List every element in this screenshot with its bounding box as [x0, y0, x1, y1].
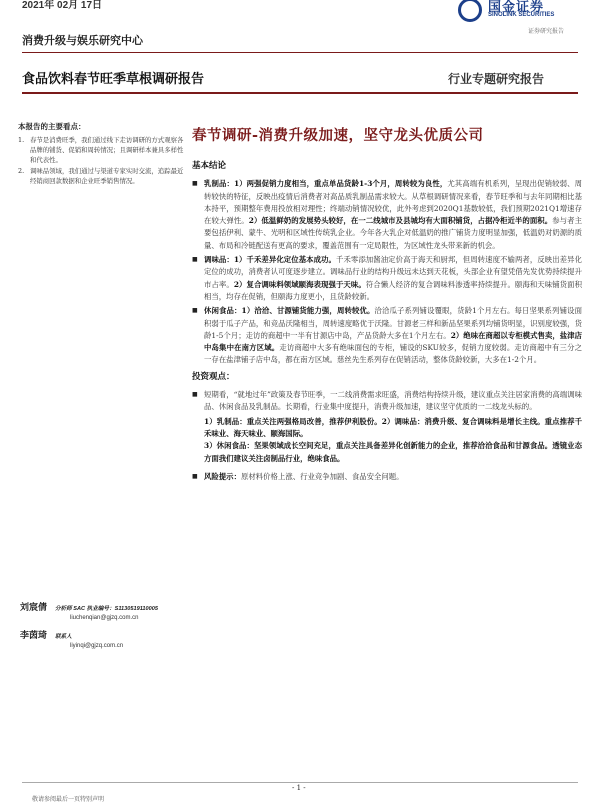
sidebar-item-number: 1. [18, 136, 25, 144]
bullet-lead: 乳制品：1）两强促销力度相当，重点单品货龄1-3个月，周转较为良性， [204, 179, 448, 189]
risk-item [192, 471, 582, 483]
bullet-lead: 休闲食品：1）洽洽、甘源铺货能力强，周转较优。 [204, 306, 375, 316]
sidebar-item-number: 2. [18, 167, 25, 175]
bullet-item [192, 305, 582, 366]
sidebar-heading: 本报告的主要看点： [18, 122, 86, 131]
bullet-lead: 调味品：1）千禾差异化定位基本成功。 [204, 255, 336, 265]
analyst-name: 刘宸倩 [20, 603, 48, 613]
bullet-item [192, 178, 582, 252]
bullet-lead: 2）低温鲜奶的发展势头较好，在一二线城市及县城均有大面积铺货，占据冷柜近半的面积。 [248, 216, 553, 226]
title-divider [22, 92, 578, 94]
sidebar-highlights [18, 122, 184, 187]
logo-subtitle: 证券研究报告 [528, 28, 565, 35]
investment-text: 短期看，“就地过年”政策及春节旺季，一二线消费需求旺盛，消费结构持续升级，建议重点关注居家消费的高端调味品、休闲食品及乳制品。长期看，行业集中度提升，消费升级加速，建议坚守优质的一二线龙头标的。 [204, 390, 582, 412]
bullet-text: 尤其高端有机系列，呈现出促销较弱、周转较快的特征，反映出疫情后消费者对高品质乳制品需求较大。从草根调研情况来看，春节旺季和与去年同期相比基本持平，预期整年费用投放相对理性；终端动销情况较优，此外考虑到2020Q1基数较低，我们预期2021Q1增速存在较大弹性。 [204, 179, 582, 226]
sidebar-item-text: 春节是消费旺季，我们通过线下走访调研的方式观察各品牌的铺货、促销和周转情况；且调研样本兼具多样性和代表性。 [30, 136, 184, 164]
analyst-certification: 分析师 SAC 执业编号：S1130519110005 [54, 606, 158, 612]
report-title: 食品饮料春节旺季草根调研报告 [22, 72, 205, 87]
sidebar-item-text: 调味品领域，我们通过与渠道专家实时交流，追踪最近经销商回款数据和企业旺季销售情况。 [30, 167, 184, 185]
bullet-lead: 2）复合调味料领域颐海表现强于天味。 [233, 279, 366, 289]
analyst-email[interactable]: liuchenqian@gjzq.com.cn [70, 615, 139, 621]
bullet-icon: ■ [192, 391, 198, 399]
pick-text: 透镜业态方面我们建议关注卤制品行业，绝味食品。 [204, 441, 582, 463]
risk-text: 原材料价格上涨、行业竞争加剧、食品安全问题。 [240, 471, 404, 481]
main-body [192, 160, 582, 485]
report-type: 行业专题研究报告 [448, 72, 545, 86]
analyst-role: 联系人 [54, 634, 72, 640]
main-title: 春节调研-消费升级加速，坚守龙头优质公司 [192, 127, 484, 144]
bullet-text: 千禾零添加酱油定价高于海天和厨邦，但周转速度不输两者，反映出差异化定位的成功，消费者认可度逐步建立。调味品行业的结构升级远未达到天花板，头部企业有望凭借先发优势持续提升市占率。 [204, 255, 582, 289]
analyst-block [20, 632, 190, 651]
report-date: 2021年 02月 17日 [22, 0, 103, 11]
analyst-block [20, 604, 190, 623]
bullet-text: 符合懒人经济的复合调味料渗透率持续提升。颐海和天味铺货面积相当，均存在促销，但颐海力度更小，且货龄较新。 [204, 279, 582, 301]
pick-text: 2）调味品：消费升级、复合调味料是增长主线。重点推荐千禾味业、海天味业、颐海国际。 [204, 416, 582, 438]
bullet-item [192, 389, 582, 414]
pick-text: 3）休闲食品：坚果领域成长空间充足，重点关注具备差异化创新能力的企业，推荐洽洽食品和甘源食品。 [204, 441, 553, 451]
bullet-text: 洽洽瓜子系列铺设覆眼，货龄1个月左右。每日坚果系列铺设面积弱于瓜子产品，和竞品沃隆相当，周转速度略优于沃隆。甘源老三样和新品坚果系列均铺货明显，识别度较强，货龄1-5个月；走访的商超中一半有甘源店中岛，产品货龄大多在1个月左右。 [204, 306, 582, 340]
risk-lead: 风险提示： [204, 471, 241, 481]
bullet-icon: ■ [192, 472, 198, 480]
header-divider [22, 52, 578, 53]
bullet-text: 参与者主要包括伊利、蒙牛、光明和区域性传统乳企业。今年各大乳企对低温奶的推广铺货力度明显加强，低温奶对奶源的质量、布局和冷链配送有更高的要求，覆盖范围有一定局限性，为区域性龙头带来新的机会。 [204, 216, 582, 250]
sidebar-item [18, 166, 184, 186]
bullet-icon: ■ [192, 180, 198, 188]
conclusion-heading: 基本结论 [192, 161, 227, 171]
pick-paragraph [192, 440, 582, 465]
pick-text: 1）乳制品：重点关注两强格局改善，推荐伊利股份。 [204, 416, 382, 426]
analyst-email[interactable]: liyinqi@gjzq.com.cn [70, 643, 124, 649]
bullet-lead: 2）绝味在商超以专柜模式售卖，盐津店中岛集中在南方区域。 [204, 330, 582, 353]
footer-disclaimer: 敬请参阅最后一页特别声明 [32, 796, 105, 803]
page-number: - 1 - [292, 784, 306, 792]
investment-heading: 投资观点： [192, 371, 235, 382]
footer-divider [22, 782, 578, 783]
logo-emblem-icon [458, 0, 482, 22]
bullet-icon: ■ [192, 256, 198, 264]
analyst-name: 李茵琦 [20, 631, 48, 641]
department-name: 消费升级与娱乐研究中心 [22, 34, 143, 47]
bullet-item [192, 254, 582, 303]
logo-chinese-name: 国金证券 [488, 0, 545, 14]
pick-paragraph [192, 416, 582, 441]
sidebar-item [18, 135, 184, 165]
bullet-icon: ■ [192, 307, 198, 315]
logo-english-name: SINOLINK SECURITIES [488, 12, 555, 18]
bullet-text: 走访商超中大多有绝味面包的专柜，铺设的SKU较多，促销力度较弱。走访商超中有三分之一存在盐津铺子店中岛，都在南方区域。慈丝先生系列存在促销活动，整体货龄较新，大多在1-2个月。 [204, 343, 582, 365]
